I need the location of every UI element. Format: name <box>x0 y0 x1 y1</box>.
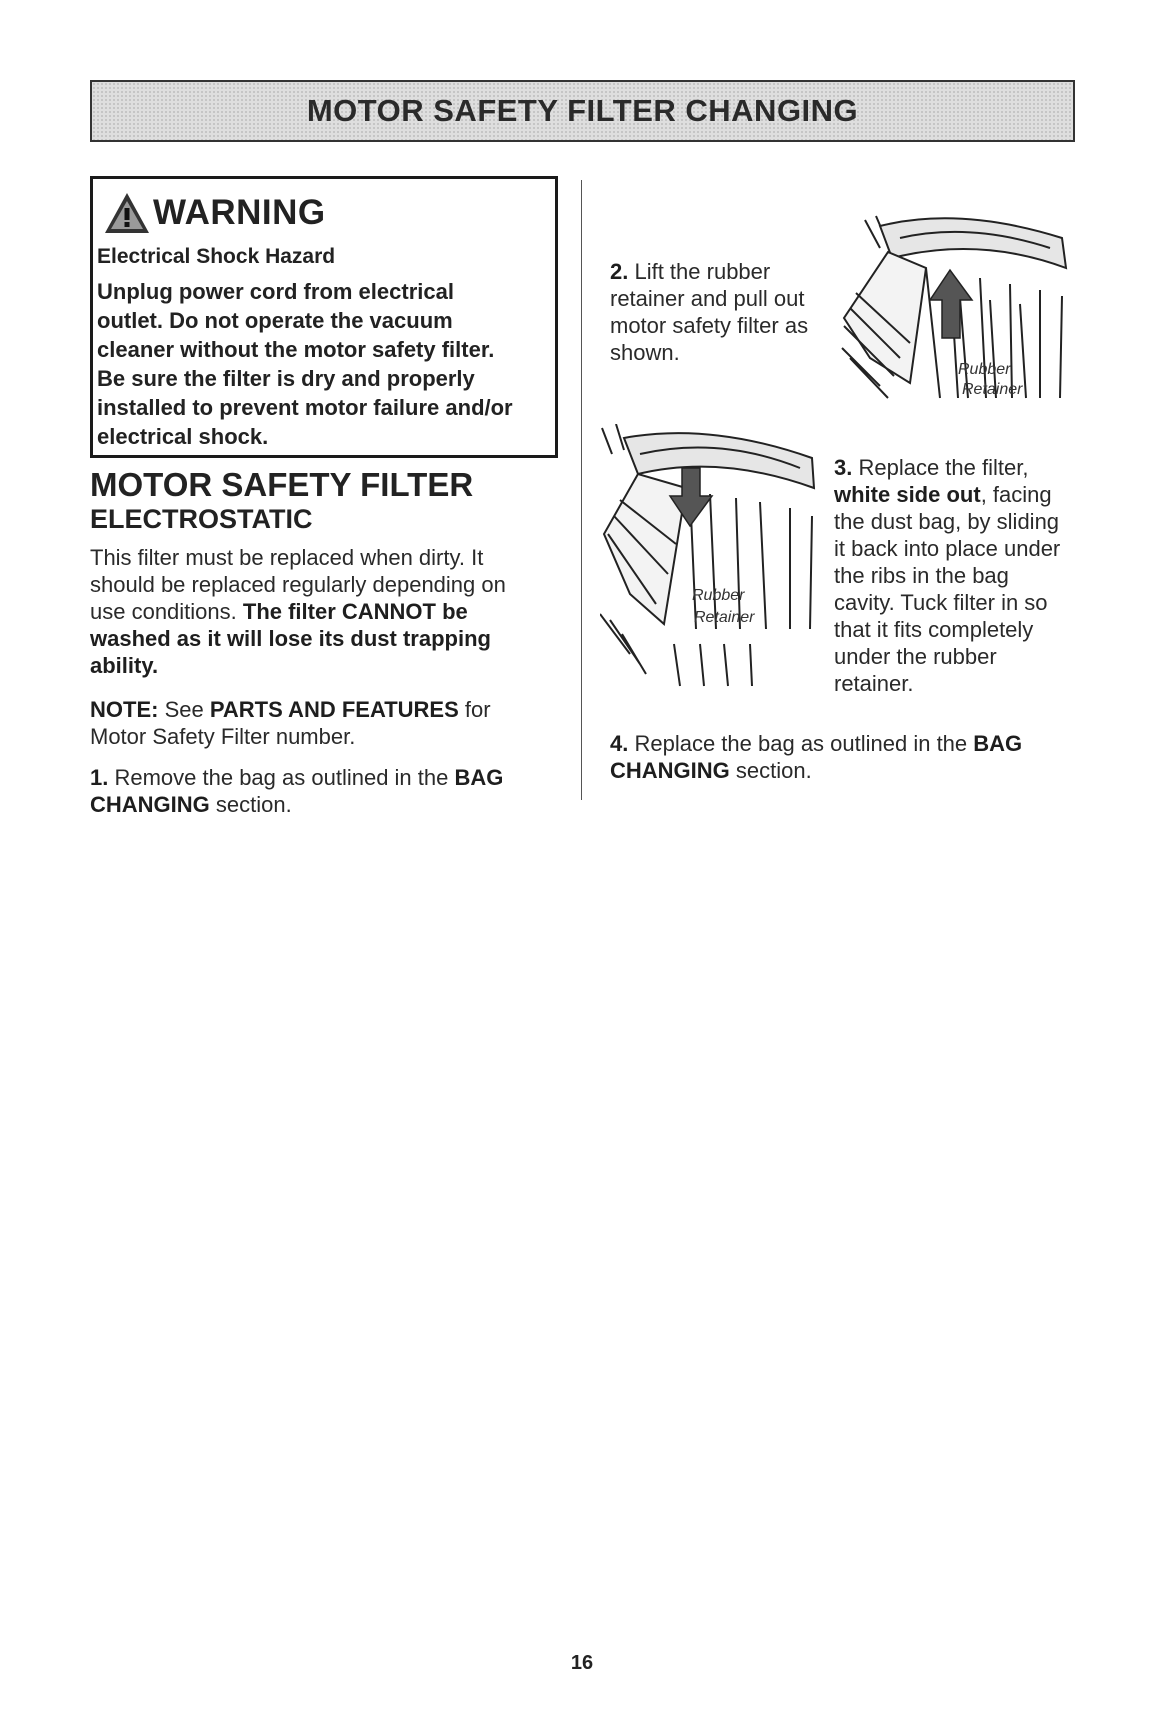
warning-body <box>97 277 555 451</box>
warning-line: electrical shock. <box>97 424 269 449</box>
filter-removal-illustration <box>840 208 1070 423</box>
warning-triangle-icon <box>103 191 151 235</box>
intro-emphasis: washed as it will lose its dust trapping <box>90 626 491 651</box>
section-subtitle: ELECTROSTATIC <box>90 504 313 534</box>
step-reference: CHANGING <box>90 792 210 817</box>
step-emphasis: white side out <box>834 482 981 507</box>
note-paragraph <box>90 696 570 750</box>
step-text: Replace the filter, <box>852 455 1029 480</box>
figure-label: Rubber <box>692 587 745 604</box>
intro-line <box>90 598 570 625</box>
intro-paragraph <box>90 544 570 679</box>
warning-header <box>103 189 555 237</box>
step-4 <box>610 730 1080 784</box>
intro-emphasis: The filter CANNOT be <box>242 599 468 624</box>
step-text: it back into place under <box>834 536 1061 561</box>
step-text: Remove the bag as outlined in the <box>108 765 455 790</box>
intro-emphasis: ability. <box>90 653 159 678</box>
step-text: the dust bag, by sliding <box>834 509 1060 534</box>
note-text: See <box>158 697 210 722</box>
step-text: cavity. Tuck filter in so <box>834 590 1048 615</box>
step-reference: BAG <box>454 765 504 790</box>
warning-box <box>90 176 558 458</box>
warning-line: cleaner without the motor safety filter. <box>97 337 495 362</box>
warning-line: outlet. Do not operate the vacuum <box>97 308 453 333</box>
step-number: 1. <box>90 765 109 790</box>
step-reference: CHANGING <box>610 758 730 783</box>
step-text: retainer and pull out <box>610 286 805 311</box>
figure-label: Retainer <box>962 381 1023 398</box>
step-text: section. <box>729 758 812 783</box>
figure-label: Retainer <box>694 609 755 626</box>
warning-title: WARNING <box>153 193 326 232</box>
step-1 <box>90 764 570 818</box>
step-3 <box>834 454 1074 697</box>
step-text: retainer. <box>834 671 914 696</box>
step-text: Lift the rubber <box>628 259 771 284</box>
note-reference: PARTS AND FEATURES <box>209 697 459 722</box>
page-banner <box>90 80 1075 142</box>
step-text: that it fits completely <box>834 617 1034 642</box>
warning-line: Unplug power cord from electrical <box>97 279 454 304</box>
warning-subtitle: Electrical Shock Hazard <box>97 245 336 268</box>
note-line: Motor Safety Filter number. <box>90 724 356 749</box>
step-text: Replace the bag as outlined in the <box>628 731 974 756</box>
section-title: MOTOR SAFETY FILTER <box>90 466 474 503</box>
page-title: MOTOR SAFETY FILTER CHANGING <box>306 93 859 128</box>
step-number: 4. <box>610 731 629 756</box>
step-text: under the rubber <box>834 644 997 669</box>
step-text: motor safety filter as <box>610 313 809 338</box>
figure-label: Rubber <box>958 361 1011 378</box>
note-label: NOTE: <box>90 697 159 722</box>
intro-text: use conditions. <box>90 599 243 624</box>
step-text: shown. <box>610 340 680 365</box>
step-2 <box>610 258 830 366</box>
page-number: 16 <box>570 1652 594 1674</box>
warning-line: installed to prevent motor failure and/or <box>97 395 513 420</box>
column-divider <box>581 180 582 800</box>
intro-line: This filter must be replaced when dirty. It <box>90 545 484 570</box>
step-text: section. <box>209 792 292 817</box>
filter-replacement-illustration <box>600 424 828 694</box>
step-number: 2. <box>610 259 629 284</box>
step-text: the ribs in the bag <box>834 563 1009 588</box>
step-text: , facing <box>980 482 1052 507</box>
note-text: for <box>458 697 491 722</box>
step-reference: BAG <box>973 731 1023 756</box>
intro-line: should be replaced regularly depending on <box>90 572 506 597</box>
warning-line: Be sure the filter is dry and properly <box>97 366 475 391</box>
step-number: 3. <box>834 455 853 480</box>
